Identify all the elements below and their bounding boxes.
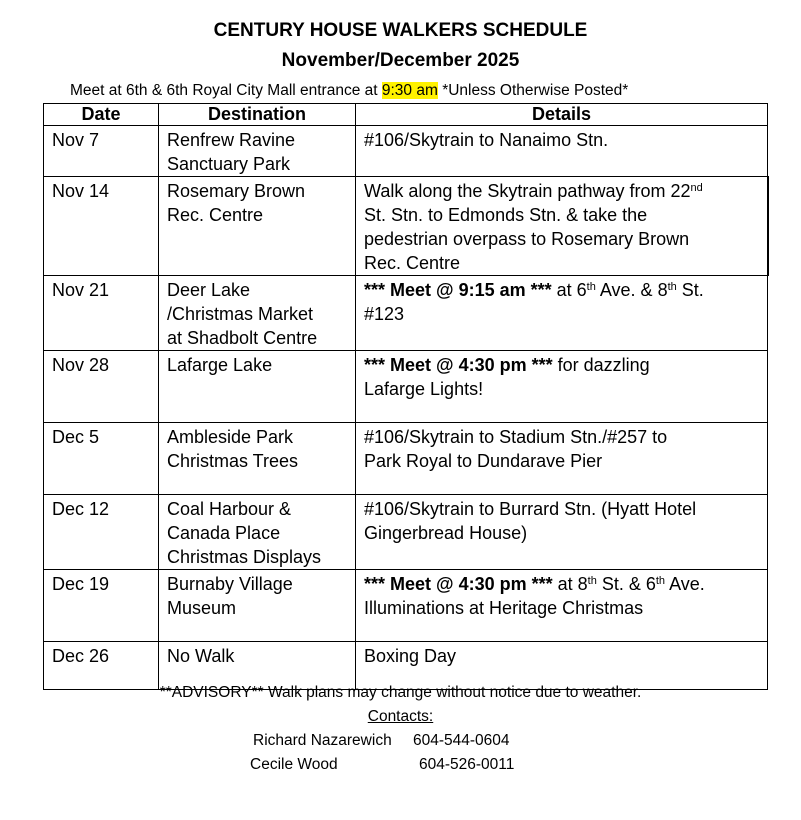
destination-cell <box>159 423 356 495</box>
destination-cell <box>159 495 356 570</box>
table-row <box>44 351 768 423</box>
meet-time-bold: *** Meet @ 4:30 pm *** <box>364 355 553 375</box>
details-line: Rec. Centre <box>364 253 461 273</box>
meet-time-bold: *** Meet @ 4:30 pm *** <box>364 574 553 594</box>
table-row <box>44 276 768 351</box>
details-line <box>364 572 767 596</box>
details-line <box>364 278 767 302</box>
destination-line: No Walk <box>167 646 235 666</box>
table-row <box>44 642 768 690</box>
destination-line: Renfrew Ravine <box>167 130 296 150</box>
date-cell: Dec 12 <box>44 495 159 570</box>
details-line: #106/Skytrain to Burrard Stn. (Hyatt Hotel <box>364 499 697 519</box>
date-cell: Nov 7 <box>44 126 159 177</box>
header-details: Details <box>356 104 768 126</box>
date-cell: Nov 14 <box>44 177 159 276</box>
details-text: St. & 6 <box>596 574 656 594</box>
header-destination: Destination <box>159 104 356 126</box>
destination-line: Coal Harbour & <box>167 499 292 519</box>
details-line <box>364 353 767 377</box>
destination-line: Rosemary Brown <box>167 181 306 201</box>
meeting-info-note: *Unless Otherwise Posted* <box>437 82 629 99</box>
ordinal-suffix: th <box>587 575 597 587</box>
table-row <box>44 570 768 642</box>
destination-line: Burnaby Village <box>167 574 293 594</box>
ordinal-suffix: th <box>586 281 596 293</box>
date-cell: Dec 5 <box>44 423 159 495</box>
details-cell <box>356 423 768 495</box>
table-row <box>44 177 768 276</box>
table-row <box>44 423 768 495</box>
details-line: Lafarge Lights! <box>364 379 484 399</box>
details-text: for dazzling <box>552 355 650 375</box>
details-line: Gingerbread House) <box>364 523 528 543</box>
table-row <box>44 495 768 570</box>
destination-line: Lafarge Lake <box>167 355 273 375</box>
destination-line: at Shadbolt Centre <box>167 328 318 348</box>
destination-cell <box>159 276 356 351</box>
details-line: #123 <box>364 304 405 324</box>
details-line <box>364 179 767 203</box>
details-line: pedestrian overpass to Rosemary Brown <box>364 229 690 249</box>
ordinal-suffix: nd <box>690 182 703 194</box>
destination-cell <box>159 642 356 690</box>
details-cell: #106/Skytrain to Nanaimo Stn. <box>356 126 768 177</box>
details-text: Walk along the Skytrain pathway from 22 <box>364 181 691 201</box>
details-cell <box>356 570 768 642</box>
details-cell <box>356 276 768 351</box>
details-cell <box>356 351 768 423</box>
schedule-title: CENTURY HOUSE WALKERS SCHEDULE <box>213 20 588 41</box>
ordinal-suffix: th <box>667 281 677 293</box>
date-cell: Dec 26 <box>44 642 159 690</box>
details-text: St. <box>676 280 704 300</box>
contact-phone: 604-526-0011 <box>419 756 515 773</box>
details-text: Ave. <box>665 574 705 594</box>
header-date: Date <box>44 104 159 126</box>
destination-cell <box>159 351 356 423</box>
date-cell: Nov 28 <box>44 351 159 423</box>
details-line: Park Royal to Dundarave Pier <box>364 451 603 471</box>
destination-line: Ambleside Park <box>167 427 294 447</box>
contact-name: Cecile Wood <box>250 756 338 773</box>
details-cell <box>356 177 768 276</box>
advisory-note: **ADVISORY** Walk plans may change without notice due to weather. <box>159 684 642 701</box>
meeting-time-highlight: 9:30 am <box>381 82 438 99</box>
meet-time-bold: *** Meet @ 9:15 am *** <box>364 280 552 300</box>
destination-line: Sanctuary Park <box>167 154 291 174</box>
details-text: at 8 <box>552 574 588 594</box>
details-line: St. Stn. to Edmonds Stn. & take the <box>364 205 648 225</box>
details-text: at 6 <box>551 280 587 300</box>
destination-line: Christmas Displays <box>167 547 322 567</box>
destination-cell <box>159 126 356 177</box>
destination-line: Deer Lake <box>167 280 251 300</box>
destination-line: Museum <box>167 598 237 618</box>
contacts-heading: Contacts: <box>367 708 434 725</box>
destination-cell <box>159 177 356 276</box>
details-text: Ave. & 8 <box>595 280 668 300</box>
contact-phone: 604-544-0604 <box>413 732 510 749</box>
details-cell: Boxing Day <box>356 642 768 690</box>
meeting-info-text: Meet at 6th & 6th Royal City Mall entrance at <box>70 82 382 99</box>
ordinal-suffix: th <box>655 575 666 587</box>
schedule-table <box>43 103 769 690</box>
schedule-subtitle: November/December 2025 <box>281 50 520 71</box>
date-cell: Nov 21 <box>44 276 159 351</box>
details-line: Illuminations at Heritage Christmas <box>364 598 644 618</box>
meeting-info <box>70 82 628 100</box>
contact-name: Richard Nazarewich <box>253 732 392 749</box>
table-row <box>44 126 768 177</box>
date-cell: Dec 19 <box>44 570 159 642</box>
destination-line: Rec. Centre <box>167 205 264 225</box>
details-line: #106/Skytrain to Stadium Stn./#257 to <box>364 427 668 447</box>
destination-line: Christmas Trees <box>167 451 299 471</box>
table-header-row <box>44 104 768 126</box>
details-cell <box>356 495 768 570</box>
destination-line: Canada Place <box>167 523 281 543</box>
destination-line: /Christmas Market <box>167 304 314 324</box>
destination-cell <box>159 570 356 642</box>
